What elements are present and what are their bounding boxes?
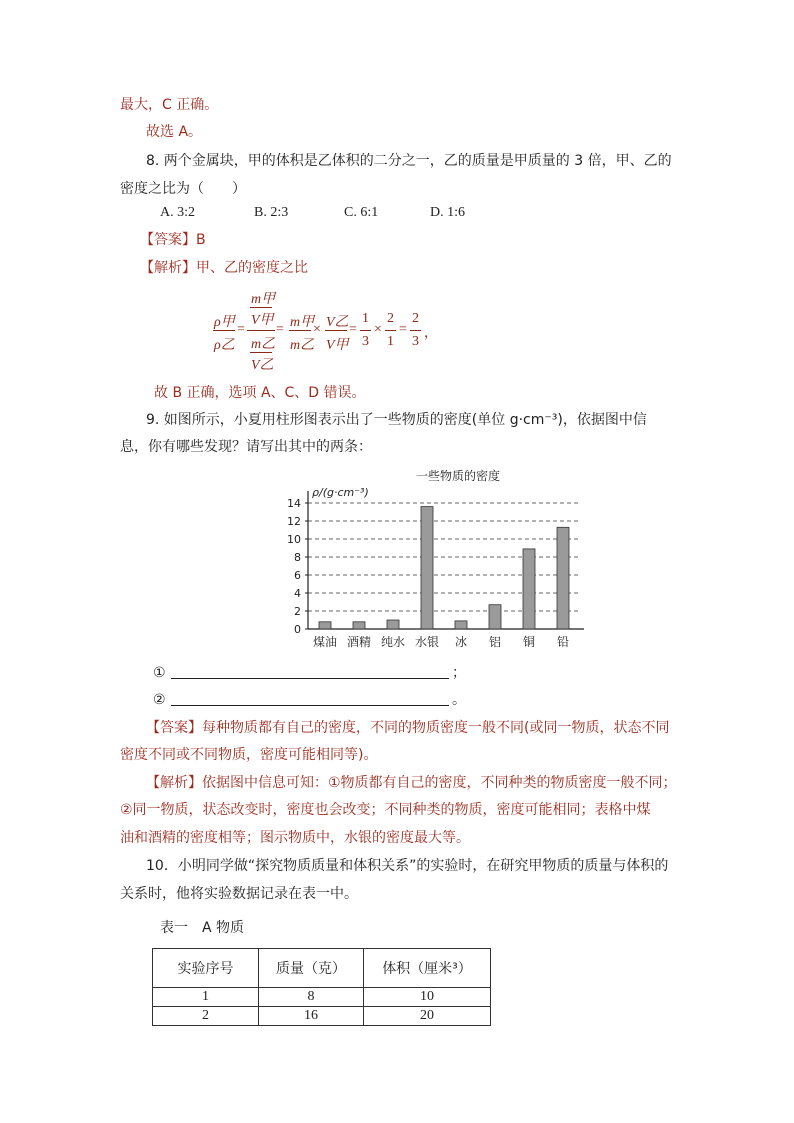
table-caption: 表一 A 物质 — [160, 920, 245, 936]
x-tick-label: 水银 — [414, 635, 440, 649]
table-cell: 10 — [364, 988, 491, 1007]
y-tick-label: 2 — [294, 605, 301, 618]
blank-1-label: ① — [153, 665, 166, 681]
y-tick-label: 12 — [287, 515, 301, 528]
blank-2-line[interactable] — [171, 705, 449, 706]
x-tick-label: 铝 — [488, 635, 502, 649]
analysis-9-line2: ②同一物质，状态改变时，密度也会改变；不同种类的物质，密度可能相同；表格中煤 — [120, 802, 651, 818]
table-row — [153, 988, 491, 1007]
answer-9-line1: 【答案】每种物质都有自己的密度，不同的物质密度一般不同(或同一物质，状态不同 — [146, 720, 670, 736]
analysis-9-line3: 油和酒精的密度相等；图示物质中，水银的密度最大等。 — [120, 830, 470, 846]
density-bar-chart — [270, 460, 600, 655]
option-b: B. 2:3 — [254, 205, 289, 220]
blank-1-line[interactable] — [171, 678, 449, 679]
option-c: C. 6:1 — [344, 205, 379, 220]
data-table — [152, 948, 491, 1026]
y-tick-label: 6 — [294, 569, 301, 582]
blank-1-end: ； — [452, 665, 466, 681]
y-tick-label: 4 — [294, 587, 301, 600]
bar-酒精 — [353, 622, 365, 629]
table-header: 体积（厘米³） — [364, 949, 491, 988]
y-tick-label: 0 — [294, 623, 301, 636]
x-tick-label: 铜 — [522, 635, 536, 649]
y-axis-label: ρ/(g·cm⁻³) — [312, 486, 369, 499]
y-tick-label: 10 — [287, 533, 301, 546]
question-8-line1: 8. 两个金属块，甲的体积是乙体积的二分之一，乙的质量是甲质量的 3 倍，甲、乙的 — [146, 153, 672, 169]
x-tick-label: 冰 — [454, 635, 468, 649]
table-cell: 16 — [259, 1007, 364, 1026]
bar-纯水 — [387, 620, 399, 629]
bar-铅 — [557, 527, 569, 629]
question-9-line1: 9. 如图所示，小夏用柱形图表示出了一些物质的密度(单位 g·cm⁻³)，依据图中信 — [146, 412, 647, 428]
chart-title: 一些物质的密度 — [415, 469, 501, 483]
y-tick-label: 8 — [294, 551, 301, 564]
answer-8: 【答案】B — [140, 232, 206, 248]
conclusion-8: 故 B 正确，选项 A、C、D 错误。 — [154, 385, 366, 401]
x-tick-label: 纯水 — [380, 635, 406, 649]
question-9-line2: 息，你有哪些发现？请写出其中的两条： — [120, 439, 372, 455]
x-tick-label: 煤油 — [312, 635, 338, 649]
x-tick-label: 酒精 — [346, 635, 372, 649]
x-tick-label: 铅 — [556, 635, 570, 649]
text-line: 最大，C 正确。 — [120, 97, 219, 113]
bar-铝 — [489, 605, 501, 629]
table-row — [153, 1007, 491, 1026]
blank-2-end: 。 — [452, 692, 466, 708]
y-tick-label: 14 — [287, 497, 301, 510]
bar-煤油 — [319, 622, 331, 629]
analysis-9-line1: 【解析】依据图中信息可知：①物质都有自己的密度，不同种类的物质密度一般不同； — [146, 775, 677, 791]
bar-水银 — [421, 507, 433, 629]
blank-2-label: ② — [153, 692, 166, 708]
bar-冰 — [455, 621, 467, 629]
table-cell: 20 — [364, 1007, 491, 1026]
option-a: A. 3:2 — [160, 205, 195, 220]
answer-9-line2: 密度不同或不同物质，密度可能相同等)。 — [120, 747, 378, 763]
question-10-line2: 关系时，他将实验数据记录在表一中。 — [120, 886, 358, 902]
table-cell: 2 — [153, 1007, 259, 1026]
table-cell: 1 — [153, 988, 259, 1007]
question-10-line1: 10．小明同学做“探究物质质量和体积关系”的实验时，在研究甲物质的质量与体积的 — [146, 858, 669, 874]
table-header: 实验序号 — [153, 949, 259, 988]
analysis-8: 【解析】甲、乙的密度之比 — [140, 260, 308, 276]
bar-铜 — [523, 549, 535, 629]
option-d: D. 1:6 — [430, 205, 465, 220]
table-header: 质量（克） — [259, 949, 364, 988]
text-line: 故选 A。 — [146, 124, 203, 140]
table-cell: 8 — [259, 988, 364, 1007]
question-8-line2: 密度之比为（ ） — [120, 181, 246, 197]
